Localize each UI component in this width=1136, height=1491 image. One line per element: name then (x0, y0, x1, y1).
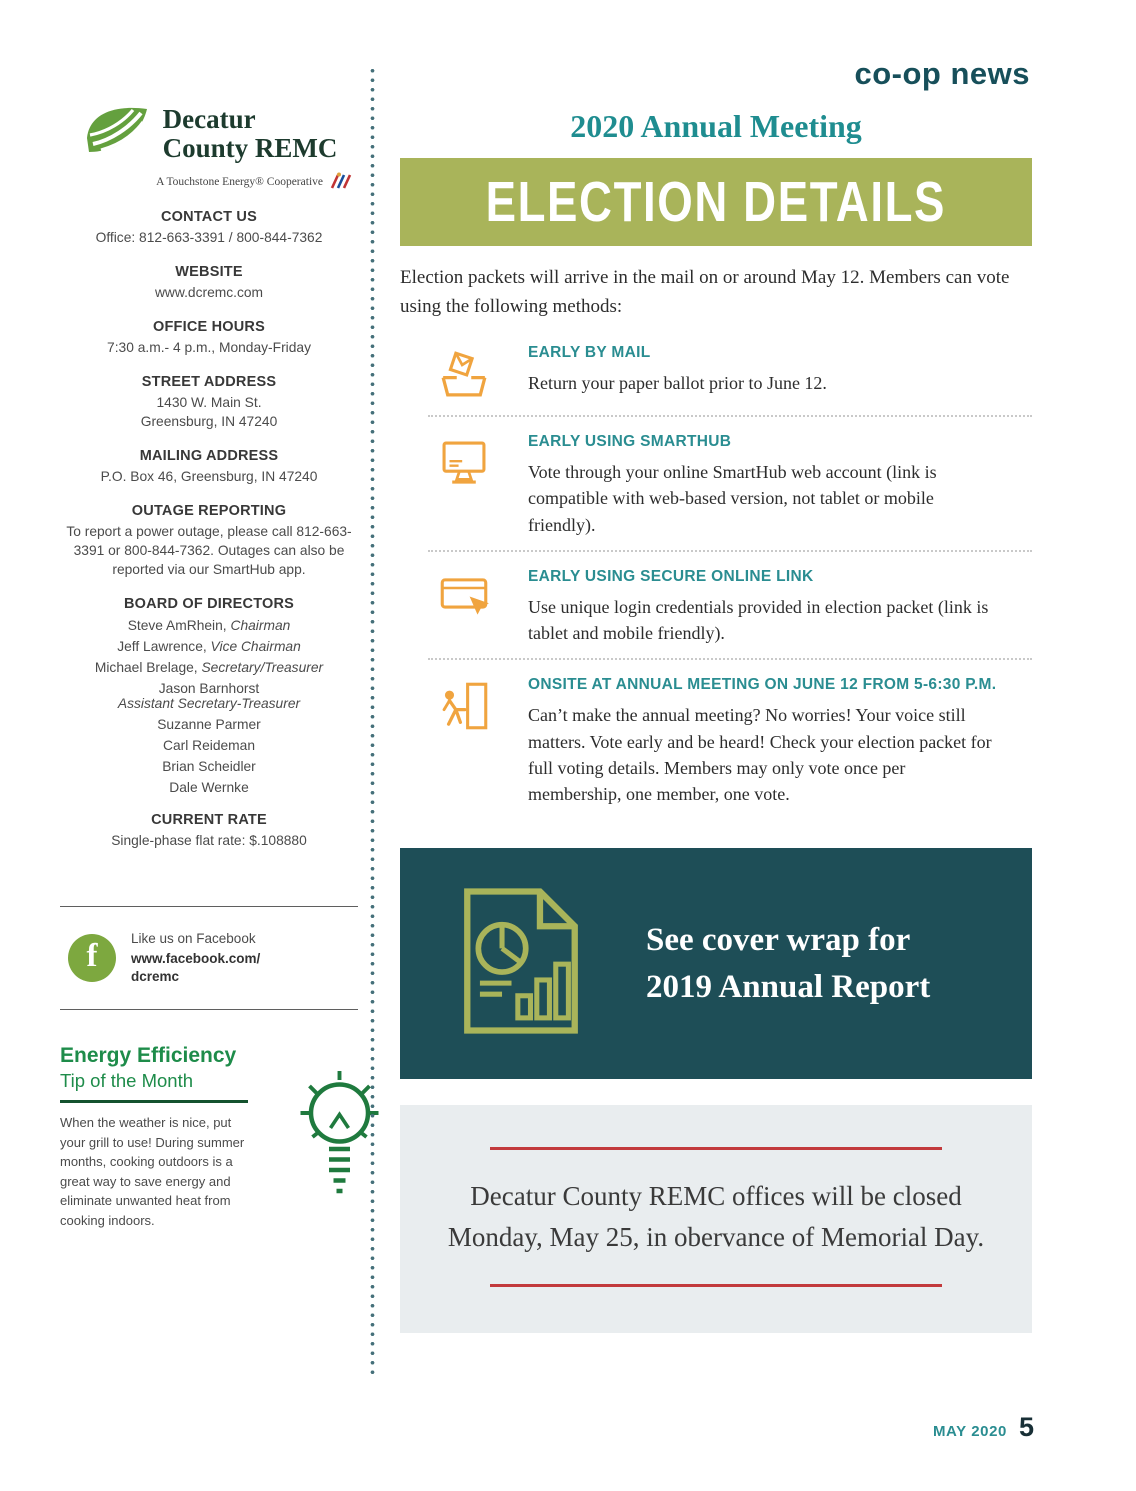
annual-report-text (646, 917, 930, 1011)
person-door-icon (400, 674, 528, 735)
closure-text: Decatur County REMC offices will be closed Monday, May 25, in obervance of Memorial Day. (447, 1181, 985, 1253)
office-hours-heading: OFFICE HOURS (153, 319, 265, 336)
method-body: Vote through your online SmartHub web account (link is compatible with web-based version, not tablet or mobile friendly). (528, 462, 937, 535)
website-heading: WEBSITE (175, 264, 243, 281)
voting-method (400, 553, 1032, 658)
member-name: Brian Scheidler (162, 759, 256, 775)
method-text (528, 674, 1032, 807)
board-member (60, 618, 358, 633)
main-article (400, 56, 1032, 1333)
ballot-mail-icon (400, 342, 528, 403)
member-role: Secretary/Treasurer (201, 660, 324, 676)
mailing-address-heading: MAILING ADDRESS (139, 448, 279, 465)
facebook-url[interactable] (131, 950, 260, 985)
street-address-heading: STREET ADDRESS (141, 374, 277, 391)
dotted-divider (428, 550, 1032, 552)
board-member (60, 717, 358, 732)
facebook-icon (68, 934, 116, 982)
page-footer (933, 1412, 1034, 1443)
method-heading: EARLY USING SMARTHUB (528, 433, 732, 450)
touchstone-tagline (60, 172, 358, 192)
method-body: Can’t make the annual meeting? No worries! Your voice still matters. Vote early and be heard! Check your election packet for full voting details. Members may only vote once per membership, one member, one vote. (528, 705, 992, 805)
website-section (60, 264, 358, 302)
remc-logo (60, 100, 358, 167)
facebook-url-line2[interactable]: dcremc (131, 968, 180, 984)
current-rate-heading: CURRENT RATE (151, 812, 267, 829)
footer-month: MAY 2020 (932, 1423, 1007, 1440)
report-line2: 2019 Annual Report (646, 968, 931, 1005)
website-link[interactable]: www.dcremc.com (154, 285, 264, 301)
browser-link-cursor-icon (400, 566, 528, 627)
member-name: Jason Barnhorst (158, 681, 260, 697)
sidebar (60, 100, 358, 1284)
outage-body: To report a power outage, please call 812-663-3391 or 800-844-7362. Outages can also be reported via our SmartHub app. (66, 524, 352, 578)
office-hours-section (60, 319, 358, 357)
annual-report-chart-icon (442, 882, 600, 1045)
method-body: Use unique login credentials provided in election packet (link is tablet and mobile friendly). (528, 596, 989, 644)
logo-wordmark (163, 105, 338, 162)
member-name: Suzanne Parmer (157, 717, 261, 733)
voting-method (400, 661, 1032, 818)
election-details-banner (400, 158, 1032, 246)
intro-paragraph: Election packets will arrive in the mail on or around May 12. Members can vote using the following methods: (400, 267, 1010, 317)
member-name: Carl Reideman (162, 738, 256, 754)
member-name: Jeff Lawrence, (117, 639, 207, 655)
contact-heading: CONTACT US (161, 209, 257, 225)
sidebar-divider (60, 1009, 358, 1010)
street-address-section (60, 374, 358, 431)
board-member (60, 681, 358, 711)
board-member (60, 660, 358, 675)
board-member (60, 759, 358, 774)
board-member (60, 780, 358, 795)
banner-text: ELECTION DETAILS (485, 170, 947, 234)
member-name: Michael Brelage, (94, 660, 198, 676)
member-name: Dale Wernke (169, 780, 249, 796)
current-rate-body: Single-phase flat rate: $.108880 (111, 833, 307, 849)
board-section (60, 596, 358, 795)
tagline-text: A Touchstone Energy® Cooperative (156, 176, 323, 188)
method-heading: EARLY USING SECURE ONLINE LINK (528, 567, 814, 585)
holiday-closure-notice (400, 1105, 1032, 1333)
facebook-url-line1[interactable]: www.facebook.com/ (131, 951, 261, 967)
touchstone-figures-icon (328, 172, 354, 192)
street-address-line1: 1430 W. Main St. (156, 395, 262, 411)
voting-method (400, 329, 1032, 414)
voting-method (400, 418, 1032, 549)
facebook-caption: Like us on Facebook (131, 931, 256, 947)
method-text (528, 431, 1032, 538)
tip-subtitle: Tip of the Month (60, 1070, 193, 1092)
remc-swoosh-icon (81, 100, 153, 167)
contact-body: Office: 812-663-3391 / 800-844-7362 (95, 230, 323, 245)
board-member (60, 639, 358, 654)
logo-line1: Decatur (162, 104, 256, 135)
member-name: Steve AmRhein, (127, 618, 227, 634)
article-title: 2020 Annual Meeting (570, 108, 862, 144)
section-kicker: co-op news (854, 56, 1030, 91)
method-text (528, 342, 1032, 396)
member-role: Chairman (230, 618, 291, 634)
method-heading: EARLY BY MAIL (528, 344, 651, 361)
footer-page-number: 5 (1018, 1412, 1034, 1442)
red-rule-top (490, 1147, 942, 1150)
street-address-line2: Greensburg, IN 47240 (140, 414, 278, 430)
dotted-divider (428, 415, 1032, 417)
office-hours-body: 7:30 a.m.- 4 p.m., Monday-Friday (107, 340, 311, 356)
sidebar-divider (60, 906, 358, 907)
board-heading: BOARD OF DIRECTORS (123, 596, 295, 613)
mailing-address-body: P.O. Box 46, Greensburg, IN 47240 (100, 469, 318, 485)
contact-section (60, 209, 358, 247)
outage-heading: OUTAGE REPORTING (131, 503, 287, 520)
tip-body: When the weather is nice, put your grill to use! During summer months, cooking outdoors is a great way to save energy and eliminate unwanted heat from cooking indoors. (60, 1115, 245, 1228)
logo-line2: County REMC (162, 132, 338, 163)
member-role: Assistant Secretary-Treasurer (117, 696, 301, 712)
dotted-column-separator (370, 66, 375, 1378)
current-rate-section (60, 812, 358, 850)
facebook-text (131, 931, 260, 985)
tip-underline (60, 1100, 248, 1103)
method-text (528, 566, 1032, 647)
outage-section (60, 503, 358, 579)
board-member (60, 738, 358, 753)
facebook-block (60, 931, 358, 985)
tip-title: Energy Efficiency (60, 1044, 237, 1068)
computer-monitor-icon (400, 431, 528, 492)
report-line1: See cover wrap for (646, 922, 911, 959)
mailing-address-section (60, 448, 358, 486)
dotted-divider (428, 658, 1032, 660)
facebook-f-glyph: f (86, 937, 98, 974)
energy-tip-block (60, 1044, 358, 1284)
method-heading: ONSITE AT ANNUAL MEETING ON JUNE 12 FROM 5-6:30 P.M. (528, 676, 997, 694)
method-body: Return your paper ballot prior to June 12. (528, 373, 827, 393)
red-rule-bottom (490, 1284, 942, 1287)
member-role: Vice Chairman (210, 639, 301, 655)
annual-report-callout (400, 848, 1032, 1079)
